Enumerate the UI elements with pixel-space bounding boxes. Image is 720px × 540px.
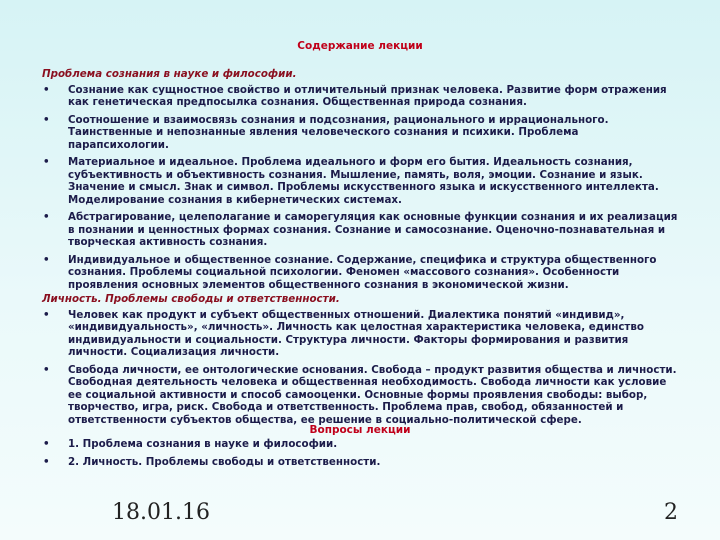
list-item-text: Соотношение и взаимосвязь сознания и подсознания, рационального и иррационального. Таинственные и непознанные явления человеческого сознания и психики. Проблема парапсихологии. <box>68 113 609 151</box>
list-item-text: 1. Проблема сознания в науке и философии. <box>68 438 338 450</box>
list-item <box>42 254 682 292</box>
list-item <box>42 438 682 451</box>
bullet-icon: • <box>43 308 50 321</box>
list-item-text: 2. Личность. Проблемы свободы и ответственности. <box>68 455 381 468</box>
bullet-icon: • <box>43 211 50 223</box>
list-item-text: Сознание как сущностное свойство и отличительный признак человека. Развитие форм отражения как генетическая предпосылка сознания. Общественная природа сознания. <box>68 83 667 108</box>
list-item-text: Свобода личности, ее онтологические основания. Свобода – продукт развития общества и личности. Свободная деятельность человека и общественная необходимость. Свобода личности как условие ее социальной активности и способ самооценки. Основные формы проявления свободы: выбор, творчество, игра, риск. Свобода и ответственность. Проблема прав, свобод, обязанностей и ответственности субъектов общества, ее решение в социально-политической сфере. <box>68 363 677 426</box>
bullet-icon: • <box>43 83 50 96</box>
list-item <box>42 456 682 469</box>
section-title-personality: Личность. Проблемы свободы и ответственности. <box>42 293 340 305</box>
question-list <box>42 438 682 468</box>
list-item-text: Индивидуальное и общественное сознание. Содержание, специфика и структура общественного сознания. Проблемы социальной психологии. Феномен «массового сознания». Особенности проявления основных элементов общественного сознания в экономической жизни. <box>68 253 657 291</box>
lecture-contents-heading: Содержание лекции <box>297 40 423 52</box>
list-item <box>42 364 682 427</box>
bullet-icon: • <box>43 363 50 376</box>
slide-date: 18.01.16 <box>112 500 210 525</box>
list-item <box>42 84 682 109</box>
personality-topic-list <box>42 309 682 427</box>
section-title-consciousness: Проблема сознания в науке и философии. <box>42 68 297 80</box>
bullet-icon: • <box>43 113 50 126</box>
lecture-questions-heading: Вопросы лекции <box>309 424 411 436</box>
consciousness-topic-list <box>42 84 682 292</box>
list-item-text: Абстрагирование, целеполагание и саморегуляция как основные функции сознания и их реализация в познании и ценностных формах сознания. Сознание и самосознание. Оценочно-познавательная и творческая активность сознания. <box>68 211 678 248</box>
bullet-icon: • <box>43 253 50 266</box>
lecture-questions <box>42 438 682 473</box>
bullet-icon: • <box>43 156 50 168</box>
list-item <box>42 309 682 359</box>
bullet-icon: • <box>43 455 50 468</box>
slide-number: 2 <box>664 500 678 525</box>
list-item <box>42 114 682 152</box>
list-item <box>42 211 682 249</box>
list-item <box>42 156 682 206</box>
list-item-text: Человек как продукт и субъект общественных отношений. Диалектика понятий «индивид», «индивидуальность», «личность». Личность как целостная характеристика человека, единство индивидуальности и социальности. Структура личности. Факторы формирования и развития личности. Социализация личности. <box>68 308 644 358</box>
lecture-contents <box>42 68 682 431</box>
bullet-icon: • <box>43 438 50 450</box>
list-item-text: Материальное и идеальное. Проблема идеального и форм его бытия. Идеальность сознания, субъективность и объективность сознания. Мышление, память, воля, эмоции. Сознание и язык. Значение и смысл. Знак и символ. Проблемы искусственного языка и искусственного интеллекта. Моделирование сознания в кибернетических системах. <box>68 156 659 206</box>
